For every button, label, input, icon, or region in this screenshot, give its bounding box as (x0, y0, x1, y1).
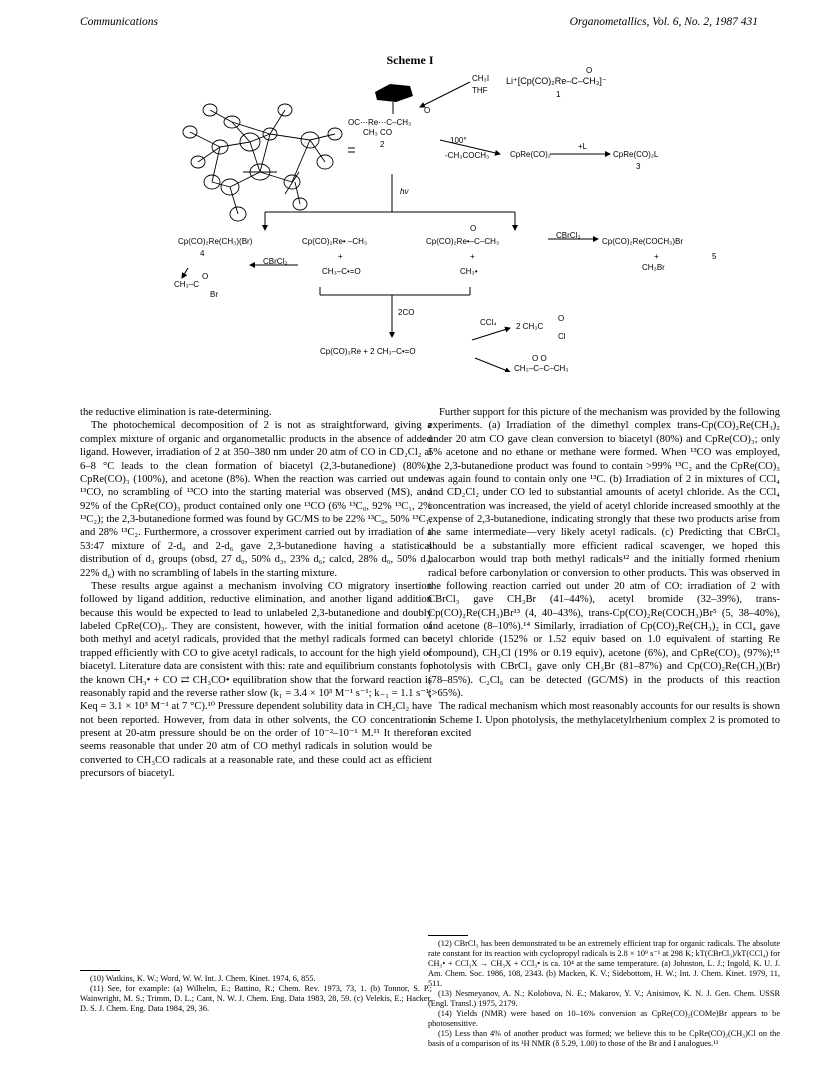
biacetyl: CH₃–C–C–CH₃ (514, 364, 569, 373)
acetyl-chloride-oxygen: O (558, 314, 565, 323)
reaction-scheme (70, 62, 760, 372)
running-header-left: Communications (80, 16, 158, 28)
rhenium-acyl-radical: Cp(CO)₂Re•–C–CH₃ (426, 237, 500, 246)
plus-3: + (654, 252, 659, 261)
byproduct-acetone: -CH₃COCH₃ (445, 151, 490, 160)
methyl-bromide: CH₃Br (642, 263, 665, 272)
footnotes-right (428, 939, 780, 1049)
reagent-cbrcl3-right: CBrCl₃ (556, 231, 581, 240)
ortep-structure (183, 104, 342, 221)
scheme-title: Scheme I (386, 53, 434, 67)
plus-1: + (338, 252, 343, 261)
acetyl-bromide-oxygen: O (202, 272, 209, 281)
compound-number-3: 3 (636, 162, 641, 171)
acyl-oxygen-3: O (470, 224, 477, 233)
solvent-thf: THF (472, 86, 488, 95)
acetyl-chloride-cl: Cl (558, 332, 566, 341)
reagent-ccl4: CCl₄ (480, 318, 497, 327)
reagent-cbrcl3-left: CBrCl₃ (263, 257, 288, 266)
scheme-graphics (70, 62, 760, 372)
paragraph: Further support for this picture of the mechanism was provided by the following experiments. (a) Irradiation of the dimethyl complex trans-Cp(CO)₂Re(CH₃)₂ under 20 atm CO gave clean conversion to biacetyl (80%) and CpRe(CO)₃; only 5% acetone and no ethane or methane were formed. When ¹³CO was employed, the 2,3-butanedione product was found to contain >99% ¹³C₂ and the CpRe(CO)₃ was again found to contain only one ¹³C. (b) Irradiation of 2 in mixtures of CCl₄ and CD₂Cl₂ under CO led to substantial amounts of acetyl chloride. As the CCl₄ concentration was increased, the yield of acetyl chloride increased smoothly at the expense of 2,3-butanedione, indicating strongly that these two products arise from the same intermediate—very likely acetyl radicals. (c) Predicting that CBrCl₃ should be a substantially more efficient radical scavenger, we hoped this halocarbon would trap both methyl radicals¹² and the initially formed rhenium radical before carbonylation or conversion to other products. This was observed in the following reaction carried out under 20 atm of CO: irradiation of 2 with CBrCl₃ gave CH₃Br (41–44%), acetyl bromide (32–39%), trans-Cp(CO)₂Re(CH₃)Br¹³ (4, 40–43%), trans-Cp(CO)₂Re(COCH₃)Br⁵ (5, 38–40%), and acetone (8–10%).¹⁴ Similarly, irradiation of Cp(CO)₂Re(CH₃)₂ in CCl₄ gave acetyl chloride (152% or 1.52 equiv based on 1.0 equivalent of starting Re compound), CH₃Cl (19% or 0.19 equiv), acetone (6%), and CpRe(CO)₃ (97%);¹⁵ photolysis with CBrCl₃ gave only CH₃Br (81–87%) and Cp(CO)₂Re(CH₃)(Br) (78–85%). C₂Cl₆ can be detected (GC/MS) in the products of this reaction (>65%). (428, 407, 780, 699)
acetyl-bromide-br: Br (210, 290, 218, 299)
reagent-L: +L (578, 142, 588, 151)
compound-number-5: 5 (712, 252, 717, 261)
footnote: (13) Nesmeyanov, A. N.; Kolobova, N. E.; Makarov, Y. V.; Anisimov, K. N. J. Gen. Chem. USSR (Engl. Transl.) 1975, 2179. (428, 989, 780, 1008)
cpreco2: CpRe(CO)₂ (510, 150, 551, 159)
footnote: (14) Yields (NMR) were based on 10–16% conversion as CpRe(CO)₂(COMe)Br appears to be photosensitive. (428, 1009, 780, 1028)
compound-number-4: 4 (200, 249, 205, 258)
plus-2: + (470, 252, 475, 261)
left-column (80, 406, 432, 781)
compound-4-formula: Cp(CO)₂Re(CH₃)(Br) (178, 237, 253, 246)
acyl-oxygen-2: O (424, 106, 431, 115)
reagent-2co: 2CO (398, 308, 415, 317)
compound-1-formula: Li⁺[Cp(CO)₂Re–C–CH₃]⁻ (506, 76, 607, 86)
compound-2-structure: OC⋯Re⋯C–CH₃ (348, 118, 412, 127)
footnote: (12) CBrCl₃ has been demonstrated to be an extremely efficient trap for organic radicals. The absolute rate constant for its reaction with cyclopropyl radicals is 2.8 × 10⁹ s⁻¹ at 298 K; kT(CBrCl₃)/kT(CCl₄) for CH₃• + CCl₃X → CH₃X + CCl₃• is ca. 10⁴ at the same temperature. (a) Johnston, L. J.; Ingold, K. U. J. Am. Chem. Soc. 1986, 108, 2343. (b) Macken, K. V.; Sidebottom, H. W.; Int. J. Chem. Kinet. 1979, 11, 511. (428, 939, 780, 988)
paragraph: The radical mechanism which most reasonably accounts for our results is shown in Scheme I. Upon photolysis, the methylacetylrhenium complex 2 is promoted to an excited (428, 701, 780, 739)
compound-5-formula: Cp(CO)₂Re(COCH₃)Br (602, 237, 684, 246)
acyl-oxygen-1: O (586, 66, 593, 75)
compound-number-1: 1 (556, 90, 561, 99)
condition-heat: 100° (450, 136, 467, 145)
rhenium-methyl-radical: Cp(CO)₂Re• –CH₃ (302, 237, 368, 246)
final-products-line: Cp(CO)₃Re + 2 CH₃–C•=O (320, 347, 416, 356)
cp-ring (375, 84, 413, 114)
reagent-ch3i: CH₃I (472, 74, 490, 83)
footnote: (10) Watkins, K. W.; Word, W. W. Int. J. Chem. Kinet. 1974, 6, 855. (90, 974, 316, 983)
footnotes-left (80, 974, 432, 1014)
methyl-radical: CH₃• (460, 267, 478, 276)
acetyl-bromide: CH₃–C (174, 280, 200, 289)
footnote: (15) Less than 4% of another product was formed; we believe this to be CpRe(CO)₂(CH₃)Cl on the basis of a comparison of its ¹H NMR (δ 5.29, 1.00) to those of the Br and I analogues.¹³ (428, 1029, 780, 1048)
footnote-rule-left (80, 970, 120, 971)
biacetyl-oxygens: O O (532, 354, 547, 363)
acetyl-radical: CH₃–C•=O (322, 267, 361, 276)
paragraph: These results argue against a mechanism involving CO migratory insertion followed by ligand addition, reductive elimination, and another ligand addition because this would be expected to lead to unlabeled 2,3-butanedione and doubly labeled CpRe(CO)₃. They are consistent, however, with the initial formation of both methyl and acetyl radicals, provided that the methyl radicals formed can be trapped efficiently with CO to give acetyl radicals, to account for the high yield of biacetyl. Literature data are consistent with this: rate and equilibrium constants for the known CH₃• + CO ⇄ CH₃CO• equilibration show that the forward reaction is reasonably rapid and the reverse rather slow (k₁ = 3.4 × 10³ M⁻¹ s⁻¹; k₋₁ = 1.1 s⁻¹; Keq = 3.1 × 10³ M⁻¹ at 7 °C).¹⁰ Pressure dependent solubility data in CH₂Cl₂ have not been reported. However, from data in other solvents, the CO concentrations present at 20-atm pressure should be on the order of 10⁻²–10⁻¹ M.¹¹ It therefore seems reasonable that under 20 atm of CO methyl radicals in solution would be converted to CH₃CO radicals at a reasonable rate, and these could act as efficient precursors of biacetyl. (80, 580, 432, 780)
compound-3-formula: CpRe(CO)₂L (613, 150, 659, 159)
paragraph: The photochemical decomposition of 2 is not as straightforward, giving a complex mixture of organic and organometallic products in the absence of added ligand. However, irradiation of 2 at 350–380 nm under 20 atm of CO in CD₂Cl₂ at 6–8 °C leads to the clean formation of biacetyl (2,3-butanedione) (80%), CpRe(CO)₃ (100%), and acetone (8%). When the reaction was carried out under ¹³CO, no scrambling of ¹³CO into the starting material was observed (MS), and 92% of the CpRe(CO)₃ product contained only one ¹³CO (6% ¹³C₀, 92% ¹³C₁, 2% ¹³C₂); the 2,3-butanedione formed was found by GC/MS to be 22% ¹³C₀, 50% ¹³C₁, and 28% ¹³C₂. Furthermore, a crossover experiment carried out by irradiation of a 53:47 mixture of 2-d₀ and 2-d₆ gave 2,3-butanedione having a statistical distribution of d₃ groups (obsd, 27 d₀, 50% d₃, 23% d₆; calcd, 28% d₀, 50% d₃, 22% d₆) with no scrambling of labels in the starting mixture. (80, 420, 432, 579)
compound-2-ligands: CH₃ CO (363, 128, 393, 137)
condition-hv: hν (400, 187, 409, 196)
paragraph: the reductive elimination is rate-determining. (80, 407, 272, 418)
running-header-right: Organometallics, Vol. 6, No. 2, 1987 431 (569, 16, 758, 28)
footnote: (11) See, for example: (a) Wilhelm, E.; Battino, R.; Chem. Rev. 1973, 73, 1. (b) Tonnor, S. P.; Wainwright, M. S.; Trimm, D. L.; Cant, N. W. J. Chem. Eng. Data 1983, 28, 59. (c) Velekis, E.; Hacker, D. S. J. Chem. Eng. Data 1984, 29, 36. (80, 984, 432, 1013)
footnote-rule-right (428, 935, 468, 936)
acetyl-chloride: 2 CH₃C (516, 322, 544, 331)
compound-number-2: 2 (380, 140, 385, 149)
right-column (428, 406, 780, 740)
